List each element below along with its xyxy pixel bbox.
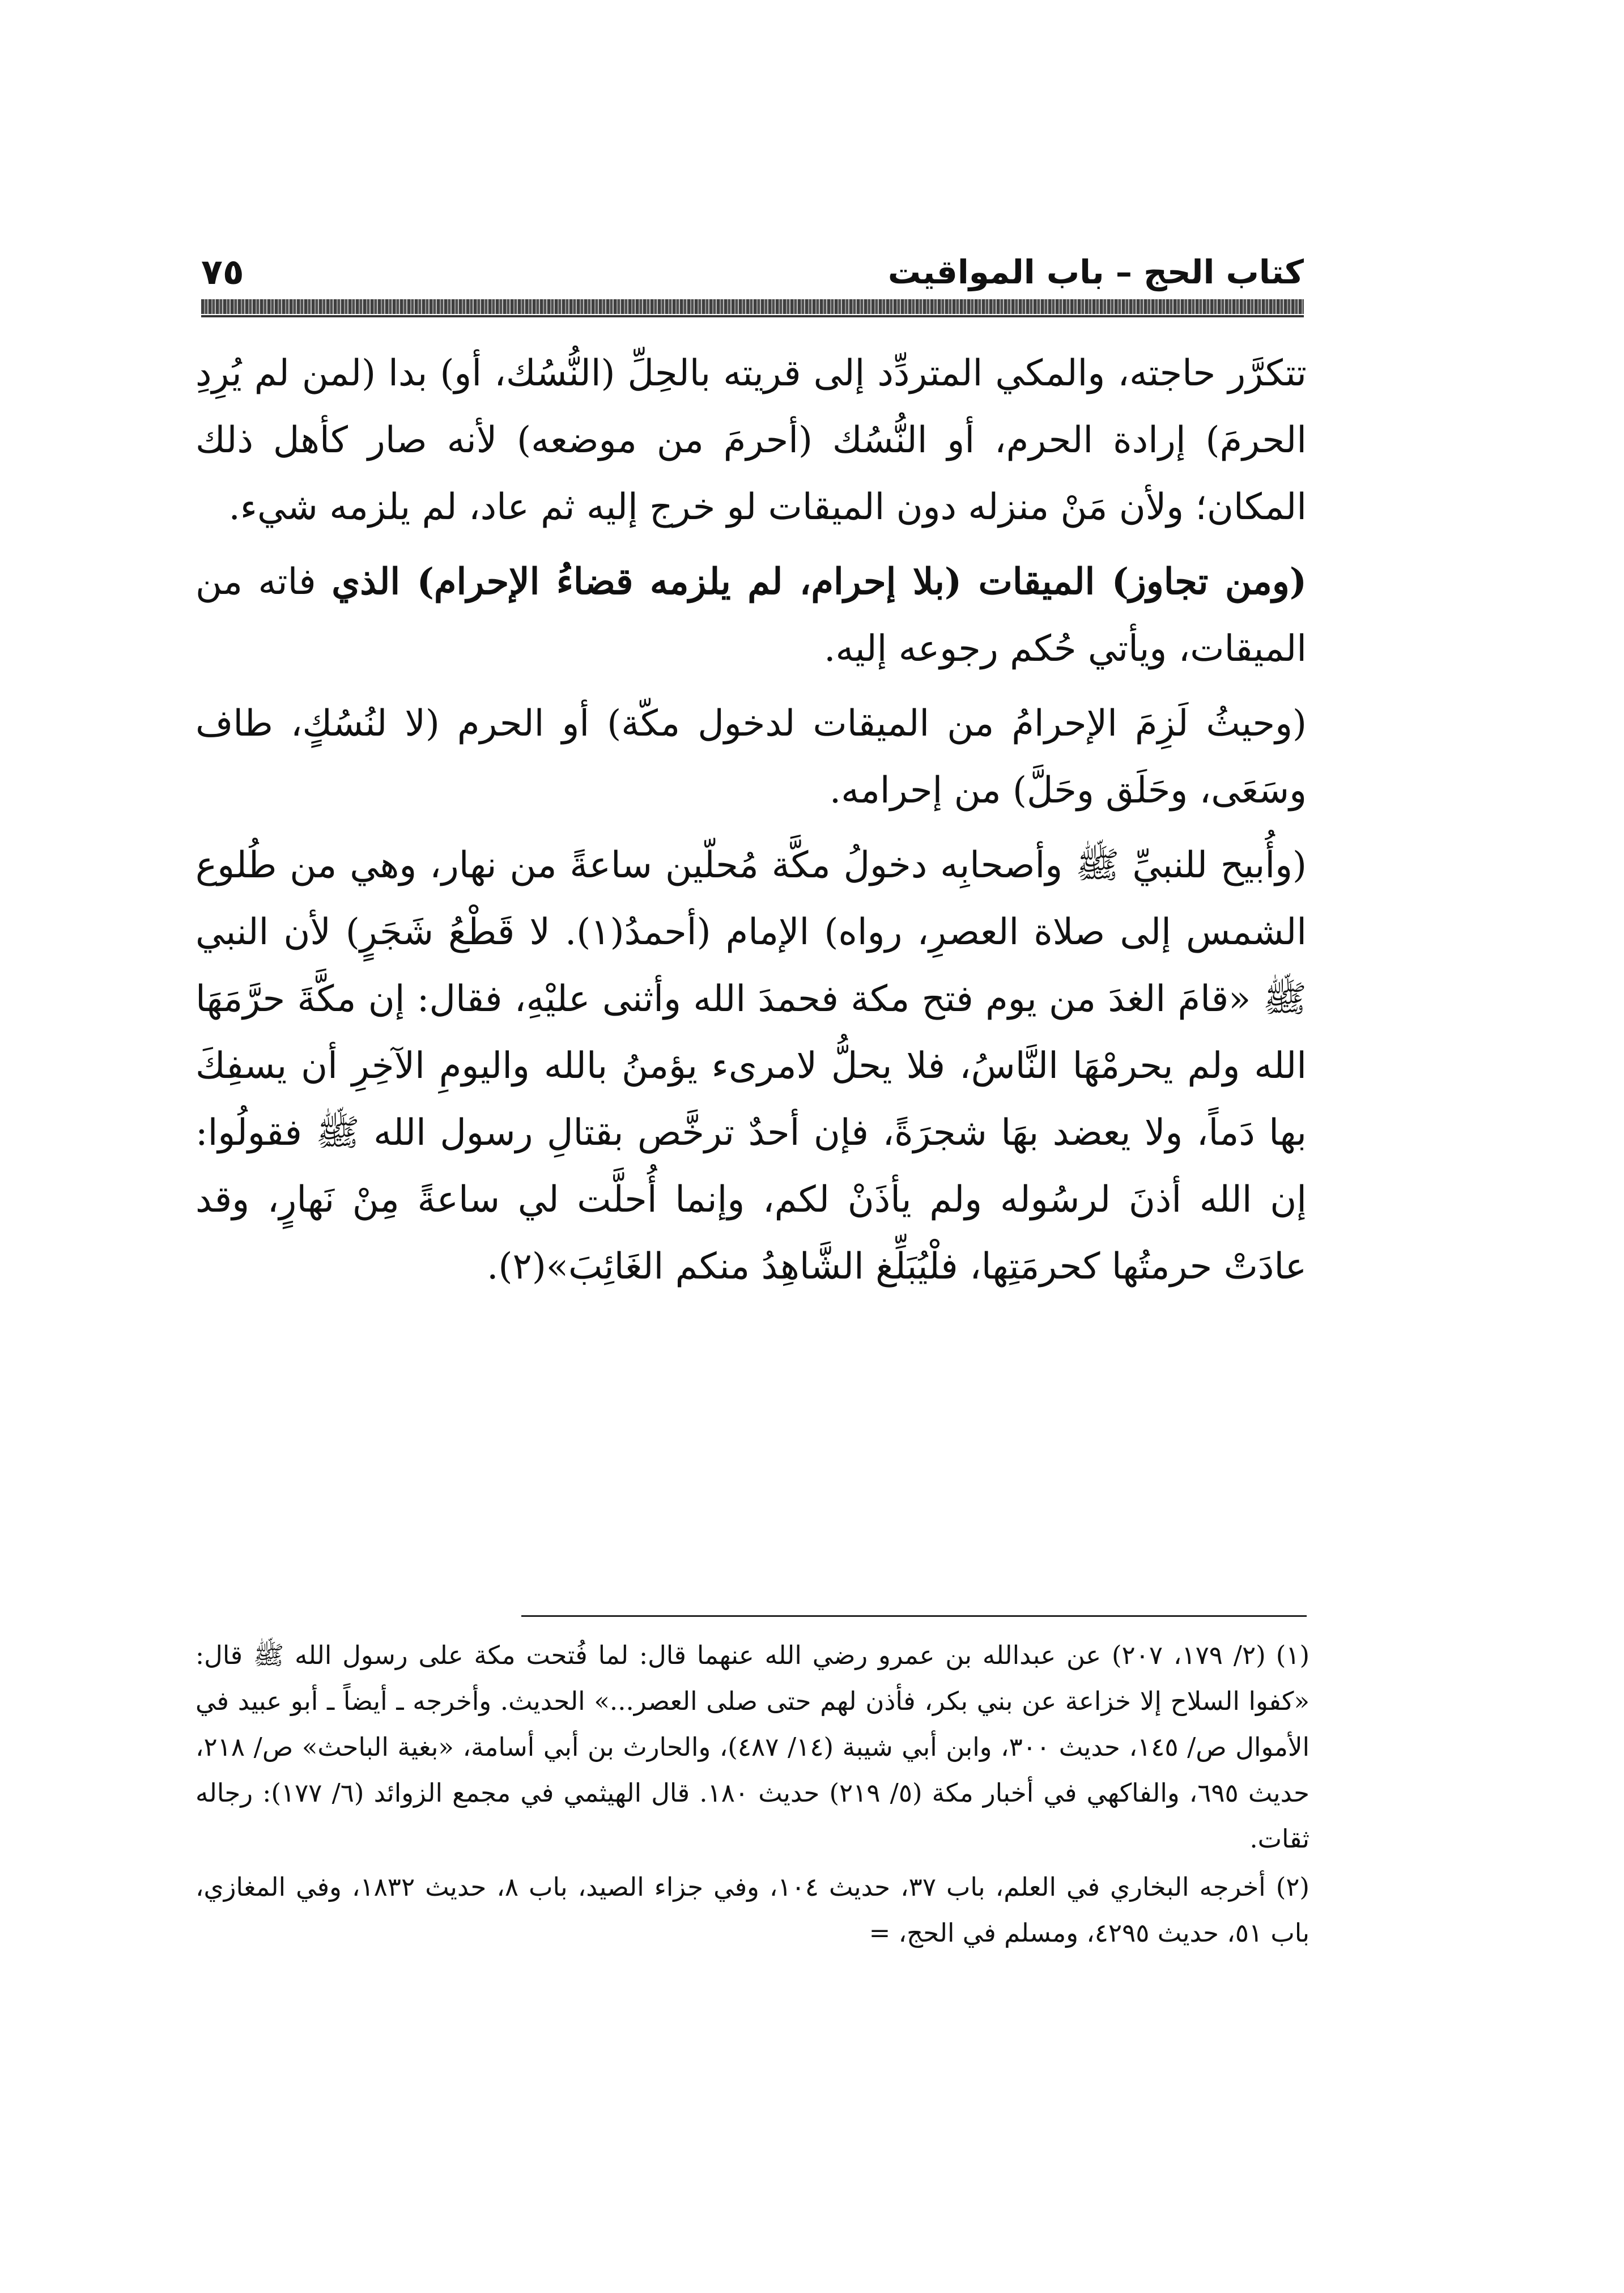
running-header [201, 241, 1304, 295]
footnote-1 [195, 1632, 1310, 1862]
footnote-marker: (١) [1276, 1640, 1310, 1670]
footnote-text: أخرجه البخاري في العلم، باب ٣٧، حديث ١٠٤، وفي جزاء الصيد، باب ٨، حديث ١٨٣٢، وفي المغازي، باب ٥١، حديث ٤٢٩٥، ومسلم في الحج، = [195, 1872, 1310, 1948]
paragraph-2-rest: فاته من الميقات، ويأتي حُكم رجوعه إليه. [195, 561, 1307, 670]
header-ornamental-rule [201, 299, 1304, 314]
footnote-separator [521, 1615, 1307, 1617]
footnote-text: (٢/ ١٧٩، ٢٠٧) عن عبدالله بن عمرو رضي الله عنهما قال: لما فُتحت مكة على رسول الله ﷺ قال: «كفوا السلاح إلا خزاعة عن بني بكر، فأذن لهم حتى صلى العصر...» الحديث. وأخرجه ـ أيضاً ـ أبو عبيد في الأموال ص/ ١٤٥، حديث ٣٠٠، وابن أبي شيبة (١٤/ ٤٨٧)، والحارث بن أبي أسامة، «بغية الباحث» ص/ ٢١٨، حديث ٦٩٥، والفاكهي في أخبار مكة (٥/ ٢١٩) حديث ١٨٠. قال الهيثمي في مجمع الزوائد (٦/ ١٧٧): رجاله ثقات. [195, 1640, 1310, 1854]
paragraph-3: (وحيثُ لَزِمَ الإحرامُ من الميقات لدخول مكّة) أو الحرم (لا لنُسُكٍ، طاف وسَعَى، وحَلَق وحَلَّ) من إحرامه. [195, 703, 1307, 812]
footnotes [195, 1632, 1310, 1958]
footnote-marker: (٢) [1276, 1872, 1310, 1902]
page-number: ٧٥ [201, 251, 244, 292]
chapter-title: كتاب الحج – باب المواقيت [887, 253, 1304, 291]
main-text [195, 340, 1307, 1308]
footnote-2 [195, 1864, 1310, 1956]
paragraph-1: تتكرَّر حاجته، والمكي المتردِّد إلى قريته بالحِلِّ (النُّسُك، أو) بدا (لمن لم يُرِدِ الحرمَ) إرادة الحرم، أو النُّسُك (أحرمَ من موضعه) لأنه صار كأهل ذلك المكان؛ ولأن مَنْ منزله دون الميقات لو خرج إليه ثم عاد، لم يلزمه شيء. [195, 353, 1307, 528]
paragraph-2-bold: (ومن تجاوز) الميقات (بلا إحرام، لم يلزمه قضاءُ الإحرام) الذي [331, 560, 1307, 603]
paragraph-2 [195, 549, 1307, 682]
paragraph-4: (وأُبيح للنبيِّ ﷺ وأصحابِه دخولُ مكَّة مُحلّين ساعةً من نهار، وهي من طُلوع الشمس إلى صلاة العصرِ، رواه) الإمام (أحمدُ(١). لا قَطْعُ شَجَرٍ) لأن النبي ﷺ «قامَ الغدَ من يوم فتح مكة فحمدَ الله وأثنى عليْهِ، فقال: إن مكَّةَ حرَّمَهَا الله ولم يحرمْهَا النَّاسُ، فلا يحلُّ لامرىء يؤمنُ بالله واليومِ الآخِرِ أن يسفِكَ بها دَماً، ولا يعضد بهَا شجرَةً، فإن أحدٌ ترخَّص بقتالِ رسول الله ﷺ فقولُوا: إن الله أذنَ لرسُوله ولم يأذَنْ لكم، وإنما أُحلَّت لي ساعةً مِنْ نَهارٍ، وقد عادَتْ حرمتُها كحرمَتِها، فلْيُبَلِّغ الشَّاهِدُ منكم الغَائِبَ»(٢). [195, 844, 1307, 1288]
header-rule-line [201, 315, 1304, 317]
